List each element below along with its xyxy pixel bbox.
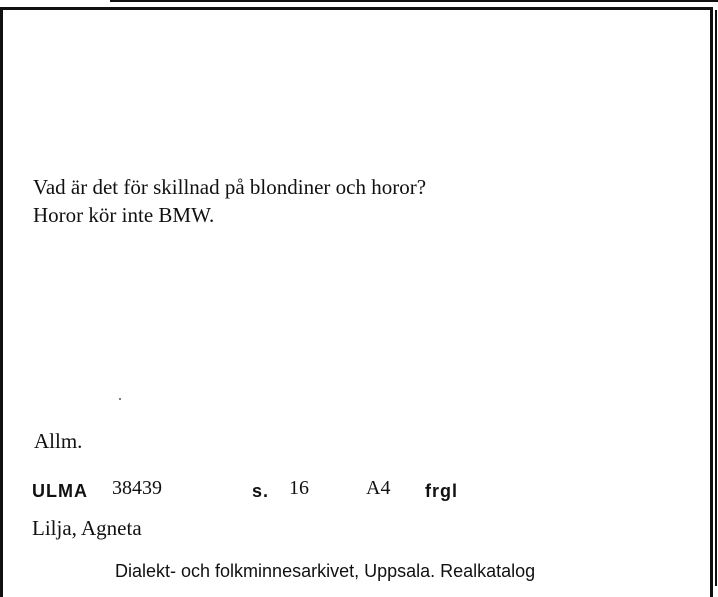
page-label: s. [252,481,270,501]
format-label: A4 [366,477,391,499]
archive-label: ULMA [32,481,88,501]
joke-answer: Horor kör inte BMW. [33,203,215,227]
card-frame [0,7,713,597]
archive-footer: Dialekt- och folkminnesarkivet, Uppsala. Realkatalog [115,561,536,581]
reference-row [32,477,672,505]
top-border-rule [110,0,718,2]
category-label: Allm. [34,429,83,453]
page-number: 16 [289,477,309,499]
joke-question: Vad är det för skillnad på blondiner och horor? [33,175,427,199]
card-right-edge [715,10,717,586]
type-label: frgl [425,481,458,501]
joke-text [33,173,426,229]
collector-name: Lilja, Agneta [32,516,142,540]
archive-number: 38439 [112,477,162,499]
